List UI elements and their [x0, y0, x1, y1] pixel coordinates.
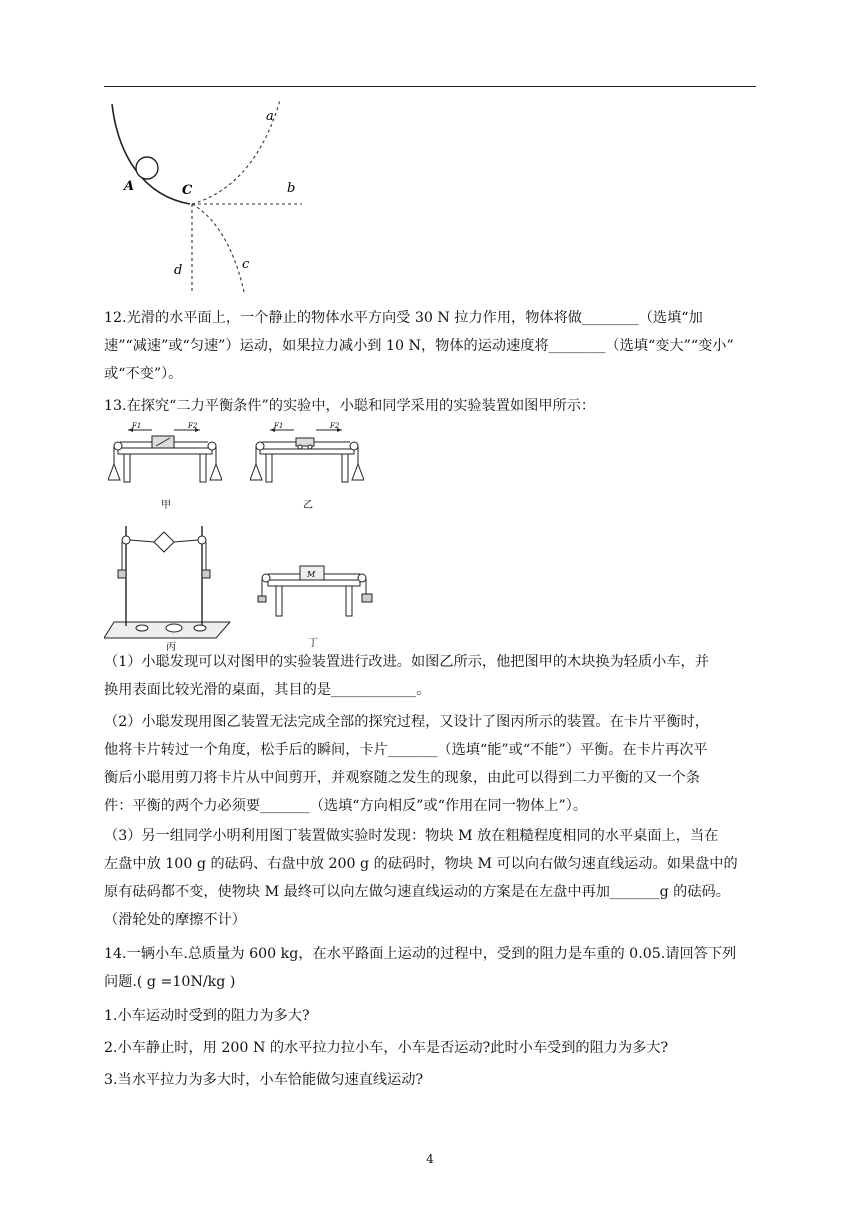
apparatus-bing: [104, 520, 238, 652]
trajectory-figure: [104, 96, 314, 296]
card: [154, 532, 174, 552]
q13-p1-line1: （1）小聪发现可以对图甲的实验装置进行改进。如图乙所示，他把图甲的木块换为轻质小车，并: [104, 654, 709, 670]
label-d: d: [174, 263, 183, 278]
q14-sub3: 3.当水平拉力为多大时，小车恰能做匀速直线运动?: [104, 1072, 424, 1088]
q14-line2: 问题.( g =10N/kg ): [104, 974, 236, 990]
q14-sub1: 1.小车运动时受到的阻力为多大?: [104, 1008, 310, 1024]
q13-p2-line1: （2）小聪发现用图乙装置无法完成全部的探究过程，又设计了图丙所示的装置。在卡片平衡时，: [104, 714, 709, 730]
q14-sub2: 2.小车静止时，用 200 N 的水平拉力拉小车，小车是否运动?此时小车受到的阻力为多大?: [104, 1040, 669, 1056]
ball: [136, 157, 158, 179]
page-number: 4: [426, 1152, 434, 1166]
q12-line2: 速”“减速”或“匀速”）运动，如果拉力减小到 10 N，物体的运动速度将________（选填“变大”“变小”: [104, 338, 734, 354]
q13-p3-line3: 原有砝码都不变，使物块 M 最终可以向左做匀速直线运动的方案是在左盘中再加_______g 的砝码。: [104, 884, 730, 900]
q13-p3-line4: （滑轮处的摩擦不计）: [104, 912, 246, 928]
label-c: c: [242, 257, 250, 272]
q12-line1: 12.光滑的水平面上，一个静止的物体水平方向受 30 N 拉力作用，物体将做________（选填“加: [104, 310, 703, 326]
q13-p3-line1: （3）另一组同学小明利用图丁装置做实验时发现：物块 M 放在粗糙程度相同的水平桌面上，当在: [104, 828, 719, 844]
apparatus-jia: [108, 422, 222, 518]
label-A: A: [124, 179, 135, 194]
header-rule: [104, 86, 756, 87]
label-m: M: [307, 570, 316, 579]
q13-intro: 13.在探究“二力平衡条件”的实验中，小聪和同学采用的实验装置如图甲所示：: [104, 398, 596, 414]
q14-line1: 14.一辆小车.总质量为 600 kg，在水平路面上运动的过程中，受到的阻力是车重的 0.05.请回答下列: [104, 946, 737, 962]
caption-bing: 丙: [166, 642, 176, 652]
label-f1-jia: F1: [132, 422, 142, 430]
apparatus-yi: [250, 422, 364, 518]
q13-p1-line2: 换用表面比较光滑的桌面，其目的是____________。: [104, 682, 431, 698]
caption-jia: 甲: [161, 500, 171, 511]
caption-ding: 丁: [308, 638, 318, 649]
caption-yi: 乙: [303, 500, 313, 511]
q13-p2-line2: 他将卡片转过一个角度，松手后的瞬间，卡片_______（选填“能”或“不能”）平衡。在卡片再次平: [104, 742, 708, 758]
label-f2-jia: F2: [188, 422, 198, 430]
label-C: C: [182, 183, 193, 198]
q13-p2-line3: 衡后小聪用剪刀将卡片从中间剪开，并观察随之发生的现象，由此可以得到二力平衡的又一个条: [104, 770, 700, 786]
q13-p2-line4: 件：平衡的两个力必须要_______（选填“方向相反”或“作用在同一物体上”）。: [104, 798, 588, 814]
q13-p3-line2: 左盘中放 100 g 的砝码、右盘中放 200 g 的砝码时，物块 M 可以向右做匀速直线运动。如果盘中的: [104, 856, 738, 872]
path-c: [192, 204, 244, 292]
q12-line3: 或“不变”）。: [104, 366, 183, 382]
label-f2-yi: F2: [330, 422, 340, 430]
label-f1-yi: F1: [274, 422, 284, 430]
label-b: b: [287, 181, 296, 196]
small-cart: [296, 438, 314, 446]
label-a: a: [266, 109, 274, 124]
apparatus-ding: [256, 560, 374, 652]
